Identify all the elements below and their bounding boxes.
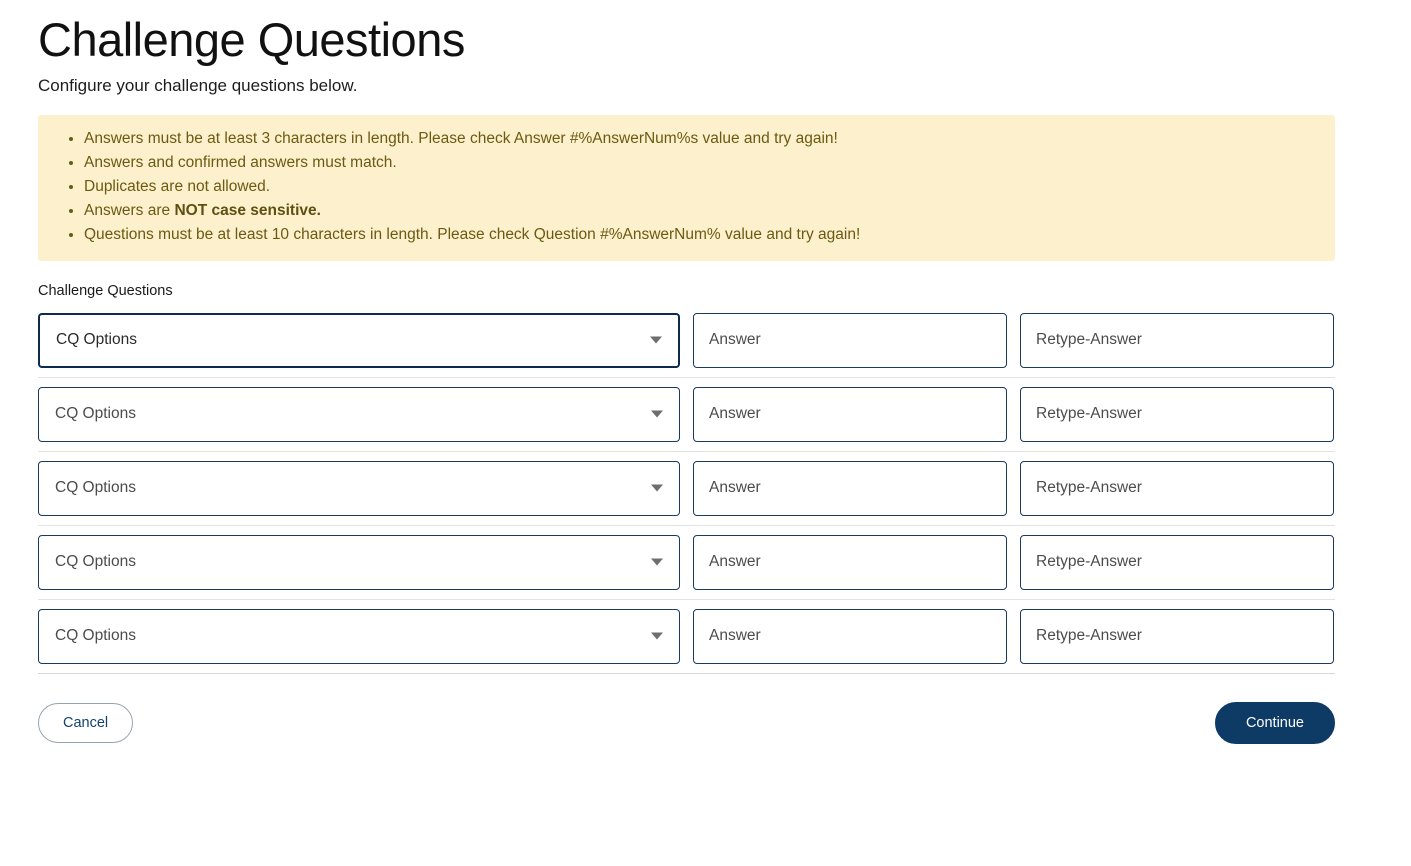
continue-button[interactable]: Continue xyxy=(1215,702,1335,744)
cq-options-select-1[interactable] xyxy=(38,313,680,368)
cq-options-select-value: CQ Options xyxy=(55,479,136,497)
challenge-question-row xyxy=(38,526,1335,600)
retype-answer-input-3[interactable] xyxy=(1020,461,1334,516)
rule-item: • Answers and confirmed answers must match. xyxy=(84,151,1325,175)
answer-input-5[interactable] xyxy=(693,609,1007,664)
chevron-down-icon xyxy=(651,485,663,492)
cq-options-select-4[interactable] xyxy=(38,535,680,590)
cancel-button[interactable]: Cancel xyxy=(38,703,133,743)
form-footer xyxy=(38,702,1335,744)
challenge-questions-rows xyxy=(38,309,1335,674)
rule-item-case-sensitivity xyxy=(84,199,1325,223)
retype-answer-input-1[interactable] xyxy=(1020,313,1334,368)
rule-item: • Answers must be at least 3 characters in length. Please check Answer #%AnswerNum%s value and try again! xyxy=(84,127,1325,151)
retype-answer-input-2[interactable] xyxy=(1020,387,1334,442)
cq-options-select-2[interactable] xyxy=(38,387,680,442)
answer-input-4[interactable] xyxy=(693,535,1007,590)
chevron-down-icon xyxy=(651,559,663,566)
chevron-down-icon xyxy=(651,411,663,418)
chevron-down-icon xyxy=(651,633,663,640)
cq-options-select-value: CQ Options xyxy=(55,627,136,645)
rule-case-prefix: Answers are xyxy=(84,201,175,219)
rule-item: • Duplicates are not allowed. xyxy=(84,175,1325,199)
challenge-question-row xyxy=(38,600,1335,674)
page-subtitle: Configure your challenge questions below. xyxy=(38,75,358,95)
challenge-question-row xyxy=(38,378,1335,452)
challenge-question-row xyxy=(38,309,1335,378)
validation-rules-list xyxy=(48,127,1325,247)
retype-answer-input-4[interactable] xyxy=(1020,535,1334,590)
section-label: Challenge Questions xyxy=(38,282,173,299)
cq-options-select-value: CQ Options xyxy=(55,553,136,571)
rule-item: • Questions must be at least 10 characters in length. Please check Question #%AnswerNum% value and try again! xyxy=(84,223,1325,247)
chevron-down-icon xyxy=(650,337,662,344)
cq-options-select-value: CQ Options xyxy=(55,405,136,423)
retype-answer-input-5[interactable] xyxy=(1020,609,1334,664)
page-title: Challenge Questions xyxy=(38,13,465,66)
answer-input-3[interactable] xyxy=(693,461,1007,516)
answer-input-2[interactable] xyxy=(693,387,1007,442)
answer-input-1[interactable] xyxy=(693,313,1007,368)
cq-options-select-value: CQ Options xyxy=(56,331,137,349)
rule-case-emphasis: NOT case sensitive. xyxy=(174,201,321,219)
validation-rules-alert xyxy=(38,115,1335,261)
challenge-question-row xyxy=(38,452,1335,526)
cq-options-select-3[interactable] xyxy=(38,461,680,516)
cq-options-select-5[interactable] xyxy=(38,609,680,664)
